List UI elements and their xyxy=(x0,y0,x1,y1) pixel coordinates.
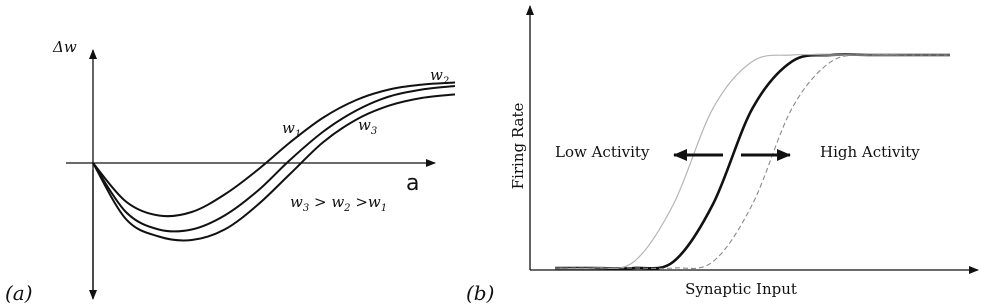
panel-b-series-solid-thick xyxy=(555,55,950,269)
panel-b-curves xyxy=(555,55,950,269)
panel-a-label: (a) xyxy=(5,281,33,305)
panel-b-series-light-left xyxy=(555,55,950,269)
panel-b-xlabel: Synaptic Input xyxy=(685,280,797,298)
panel-b-ylabel: Firing Rate xyxy=(509,102,527,190)
panel-a-curve-label-w3: $w_3$ xyxy=(358,116,378,137)
panel-a-series-w3 xyxy=(93,94,455,240)
annotation-low-activity: Low Activity xyxy=(555,143,650,161)
panel-b-series-dashed-right xyxy=(555,55,950,269)
panel-a-curve-label-w2: $w_2$ xyxy=(430,66,450,87)
panel-b xyxy=(466,6,978,305)
panel-a-curves xyxy=(93,83,455,241)
panel-a xyxy=(5,38,455,305)
panel-a-series-w2 xyxy=(93,86,455,231)
panel-a-curve-label-w1: $w_1$ xyxy=(282,119,302,140)
annotation-high-activity: High Activity xyxy=(820,143,920,161)
panel-b-label: (b) xyxy=(466,281,495,305)
panel-a-ylabel: Δw xyxy=(53,38,77,56)
panel-a-xlabel: a xyxy=(406,171,420,196)
panel-a-condition: $w_3 > w_2 >w_1$ xyxy=(290,193,388,214)
